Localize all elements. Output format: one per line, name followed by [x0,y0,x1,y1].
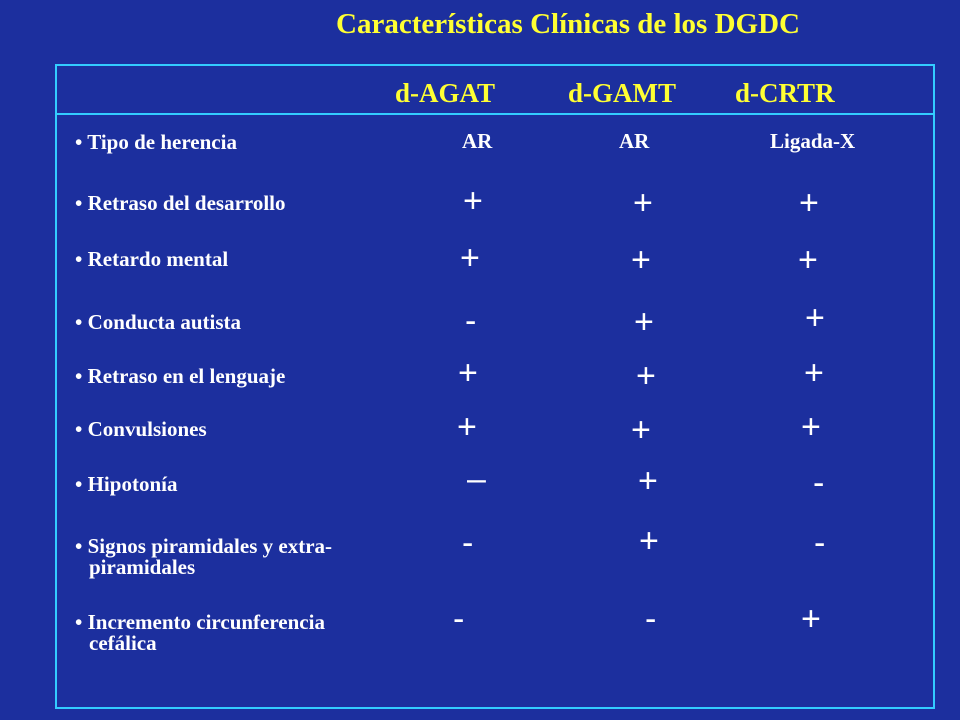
cell-agat-retardo-mental: + [460,239,480,277]
cell-agat-tipo-herencia: AR [462,129,493,153]
cell-agat-convulsiones: + [457,408,477,446]
cell-gamt-retardo-mental: + [631,241,651,279]
row-label-retraso-desarrollo: • Retraso del desarrollo [75,191,286,215]
cell-crtr-hipotonia: - [813,464,825,502]
cell-crtr-tipo-herencia: Ligada-X [770,129,856,153]
row-label-tipo-herencia: • Tipo de herencia [75,130,237,154]
row-label-circunferencia-cefalica: • Incremento circunferencia cefálica [75,610,325,655]
column-header-agat: d-AGAT [395,78,496,108]
cell-crtr-convulsiones: + [801,408,821,446]
cell-crtr-conducta-autista: + [805,299,825,337]
cell-gamt-circunferencia-cefalica: - [645,600,657,638]
column-header-gamt: d-GAMT [568,78,676,108]
row-label-retardo-mental: • Retardo mental [75,247,229,271]
cell-crtr-retraso-lenguaje: + [804,354,824,392]
cell-agat-signos-piramidales: - [462,524,474,562]
cell-gamt-conducta-autista: + [634,303,654,341]
cell-gamt-retraso-desarrollo: + [633,184,653,222]
cell-agat-hipotonia: – [467,460,486,498]
cell-agat-retraso-desarrollo: + [463,182,483,220]
cell-agat-retraso-lenguaje: + [458,354,478,392]
row-label-signos-piramidales: • Signos piramidales y extra- piramidales [75,534,333,579]
cell-gamt-tipo-herencia: AR [619,129,650,153]
cell-crtr-retraso-desarrollo: + [799,184,819,222]
cell-agat-circunferencia-cefalica: - [453,600,465,638]
cell-gamt-convulsiones: + [631,411,651,449]
row-label-convulsiones: • Convulsiones [75,417,207,441]
cell-gamt-signos-piramidales: + [639,522,659,560]
slide-title-text: Características Clínicas de los DGDC [336,8,800,40]
cell-crtr-retardo-mental: + [798,241,818,279]
cell-gamt-hipotonia: + [638,462,658,500]
cell-crtr-circunferencia-cefalica: + [801,600,821,638]
cell-agat-conducta-autista: - [465,302,477,340]
row-label-conducta-autista: • Conducta autista [75,310,242,334]
row-label-hipotonia: • Hipotonía [75,472,178,496]
table-panel [55,64,935,709]
slide-title [0,8,960,41]
header-divider [57,113,933,115]
column-header-crtr: d-CRTR [735,78,835,108]
cell-gamt-retraso-lenguaje: + [636,357,656,395]
cell-crtr-signos-piramidales: - [814,524,826,562]
row-label-retraso-lenguaje: • Retraso en el lenguaje [75,364,286,388]
